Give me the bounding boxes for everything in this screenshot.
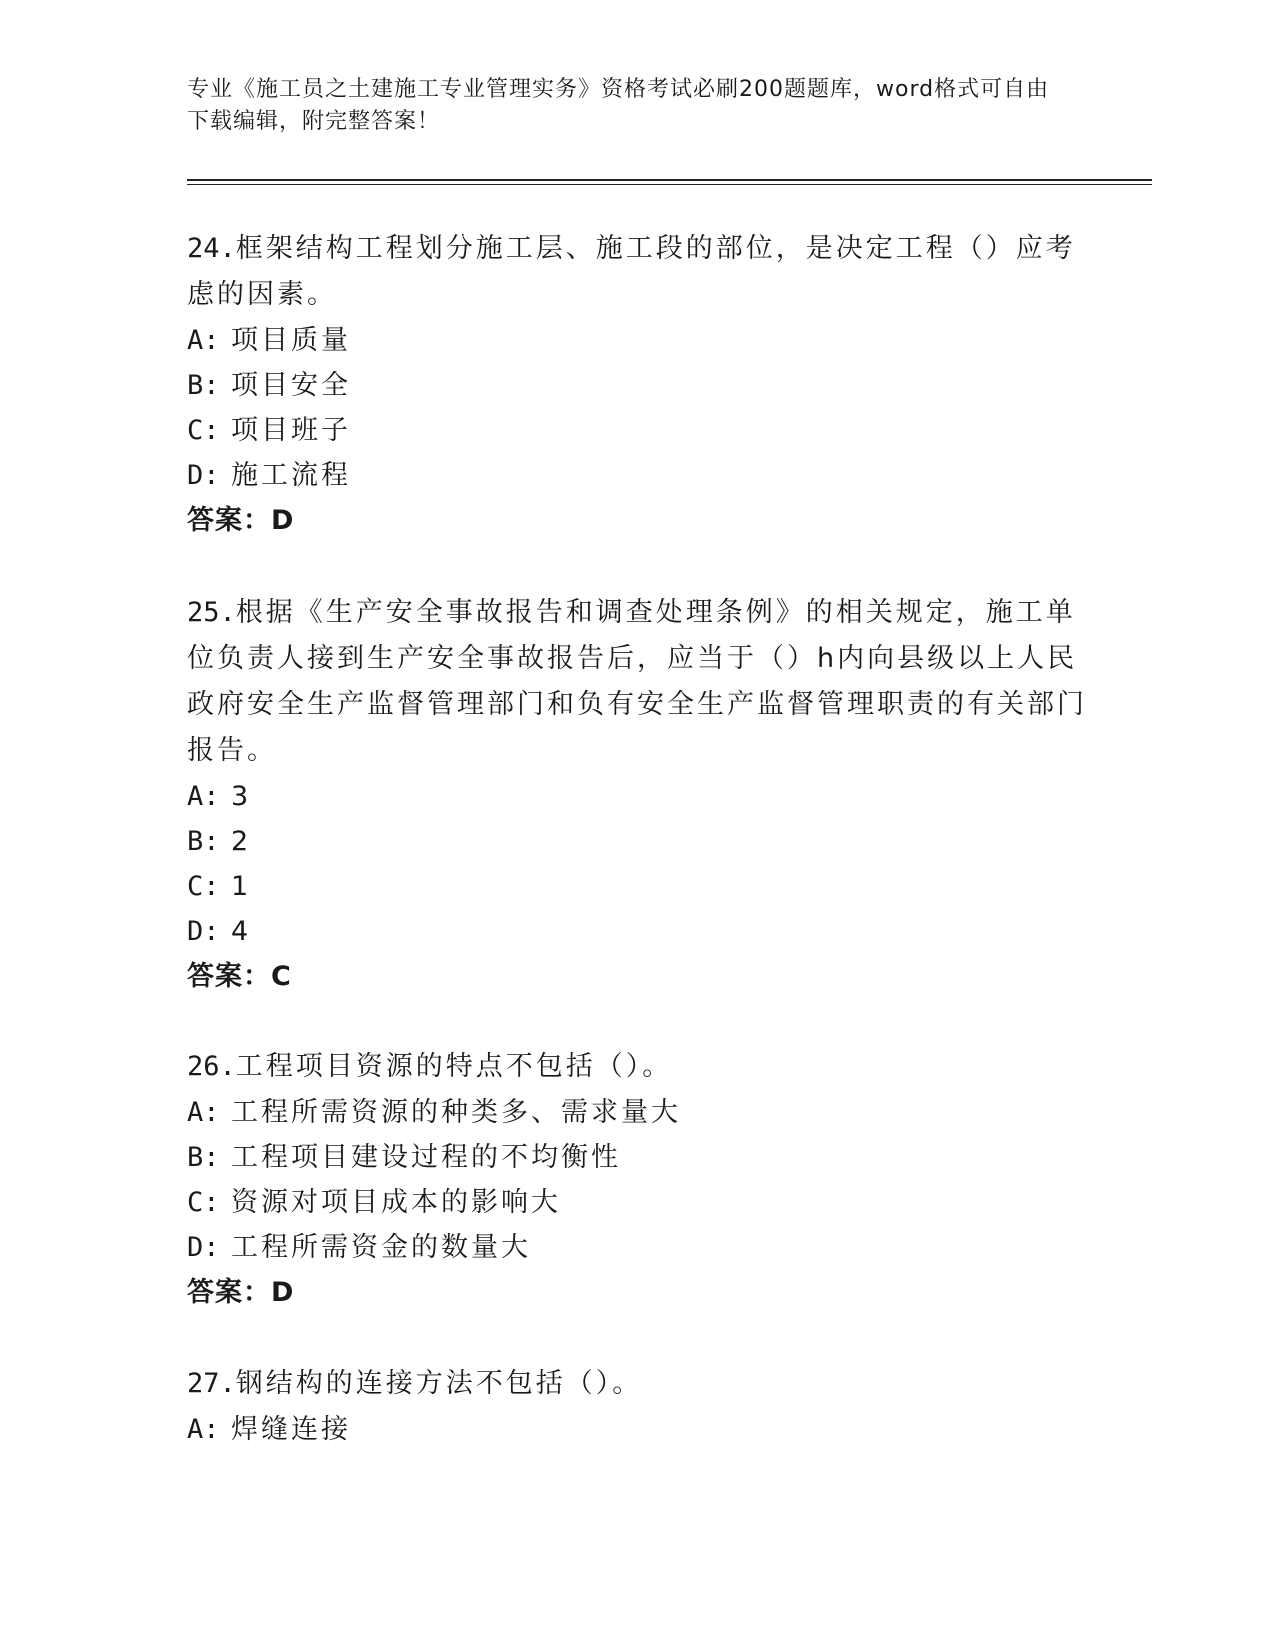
option-d (187, 453, 1087, 498)
answer-line: 答案：D (187, 505, 295, 536)
option-text: 3 (231, 781, 252, 812)
option-text: 项目安全 (231, 370, 351, 401)
question-24 (187, 226, 1087, 544)
question-stem (187, 590, 1087, 774)
option-b (187, 363, 1087, 408)
question-number: 26. (187, 1051, 236, 1082)
option-text: 工程所需资源的种类多、需求量大 (231, 1097, 681, 1128)
option-key: D: (187, 460, 220, 491)
option-a (187, 774, 1087, 819)
option-c (187, 1180, 1087, 1225)
option-text: 工程所需资金的数量大 (231, 1232, 531, 1263)
answer-line: 答案：D (187, 1277, 295, 1308)
option-a (187, 1090, 1087, 1135)
question-number: 27. (187, 1368, 236, 1399)
option-key: A: (187, 781, 220, 812)
option-key: D: (187, 916, 220, 947)
option-key: D: (187, 1232, 220, 1263)
option-b (187, 819, 1087, 864)
option-key: B: (187, 370, 220, 401)
header-divider-top (187, 179, 1152, 181)
option-text: 施工流程 (231, 460, 351, 491)
document-header: 专业《施工员之土建施工专业管理实务》资格考试必刷200题题库，word格式可自由下载编辑，附完整答案！ (187, 77, 1050, 134)
question-number: 25. (187, 597, 236, 628)
option-text: 焊缝连接 (231, 1414, 351, 1445)
option-text: 项目质量 (231, 325, 351, 356)
option-text: 1 (231, 871, 252, 902)
option-key: B: (187, 826, 220, 857)
option-text: 2 (231, 826, 252, 857)
option-d (187, 909, 1087, 954)
answer-line: 答案：C (187, 961, 292, 992)
question-26 (187, 1044, 1087, 1316)
option-c (187, 864, 1087, 909)
question-text: 钢结构的连接方法不包括（）。 (235, 1368, 643, 1399)
option-text: 4 (231, 916, 252, 947)
option-key: A: (187, 325, 220, 356)
option-key: C: (187, 871, 220, 902)
option-text: 项目班子 (231, 415, 351, 446)
question-text: 工程项目资源的特点不包括（）。 (235, 1051, 673, 1082)
option-key: B: (187, 1142, 220, 1173)
question-number: 24. (187, 233, 236, 264)
option-text: 工程项目建设过程的不均衡性 (231, 1142, 621, 1173)
option-key: A: (187, 1097, 220, 1128)
question-25 (187, 590, 1087, 1000)
option-key: C: (187, 415, 220, 446)
option-text: 资源对项目成本的影响大 (231, 1187, 561, 1218)
option-d (187, 1225, 1087, 1270)
question-text: 框架结构工程划分施工层、施工段的部位，是决定工程（）应考虑的因素。 (187, 233, 1076, 310)
option-key: C: (187, 1187, 220, 1218)
question-27 (187, 1361, 1087, 1452)
question-text: 根据《生产安全事故报告和调查处理条例》的相关规定，施工单位负责人接到生产安全事故报告后，应当于（）h内向县级以上人民政府安全生产监督管理部门和负有安全生产监督管理职责的有关部门报告。 (187, 597, 1087, 766)
header-divider-bottom (187, 184, 1152, 185)
question-stem (187, 1361, 1087, 1407)
question-stem (187, 226, 1087, 318)
option-b (187, 1135, 1087, 1180)
question-stem (187, 1044, 1087, 1090)
option-a (187, 318, 1087, 363)
option-c (187, 408, 1087, 453)
option-a (187, 1407, 1087, 1452)
option-key: A: (187, 1414, 220, 1445)
